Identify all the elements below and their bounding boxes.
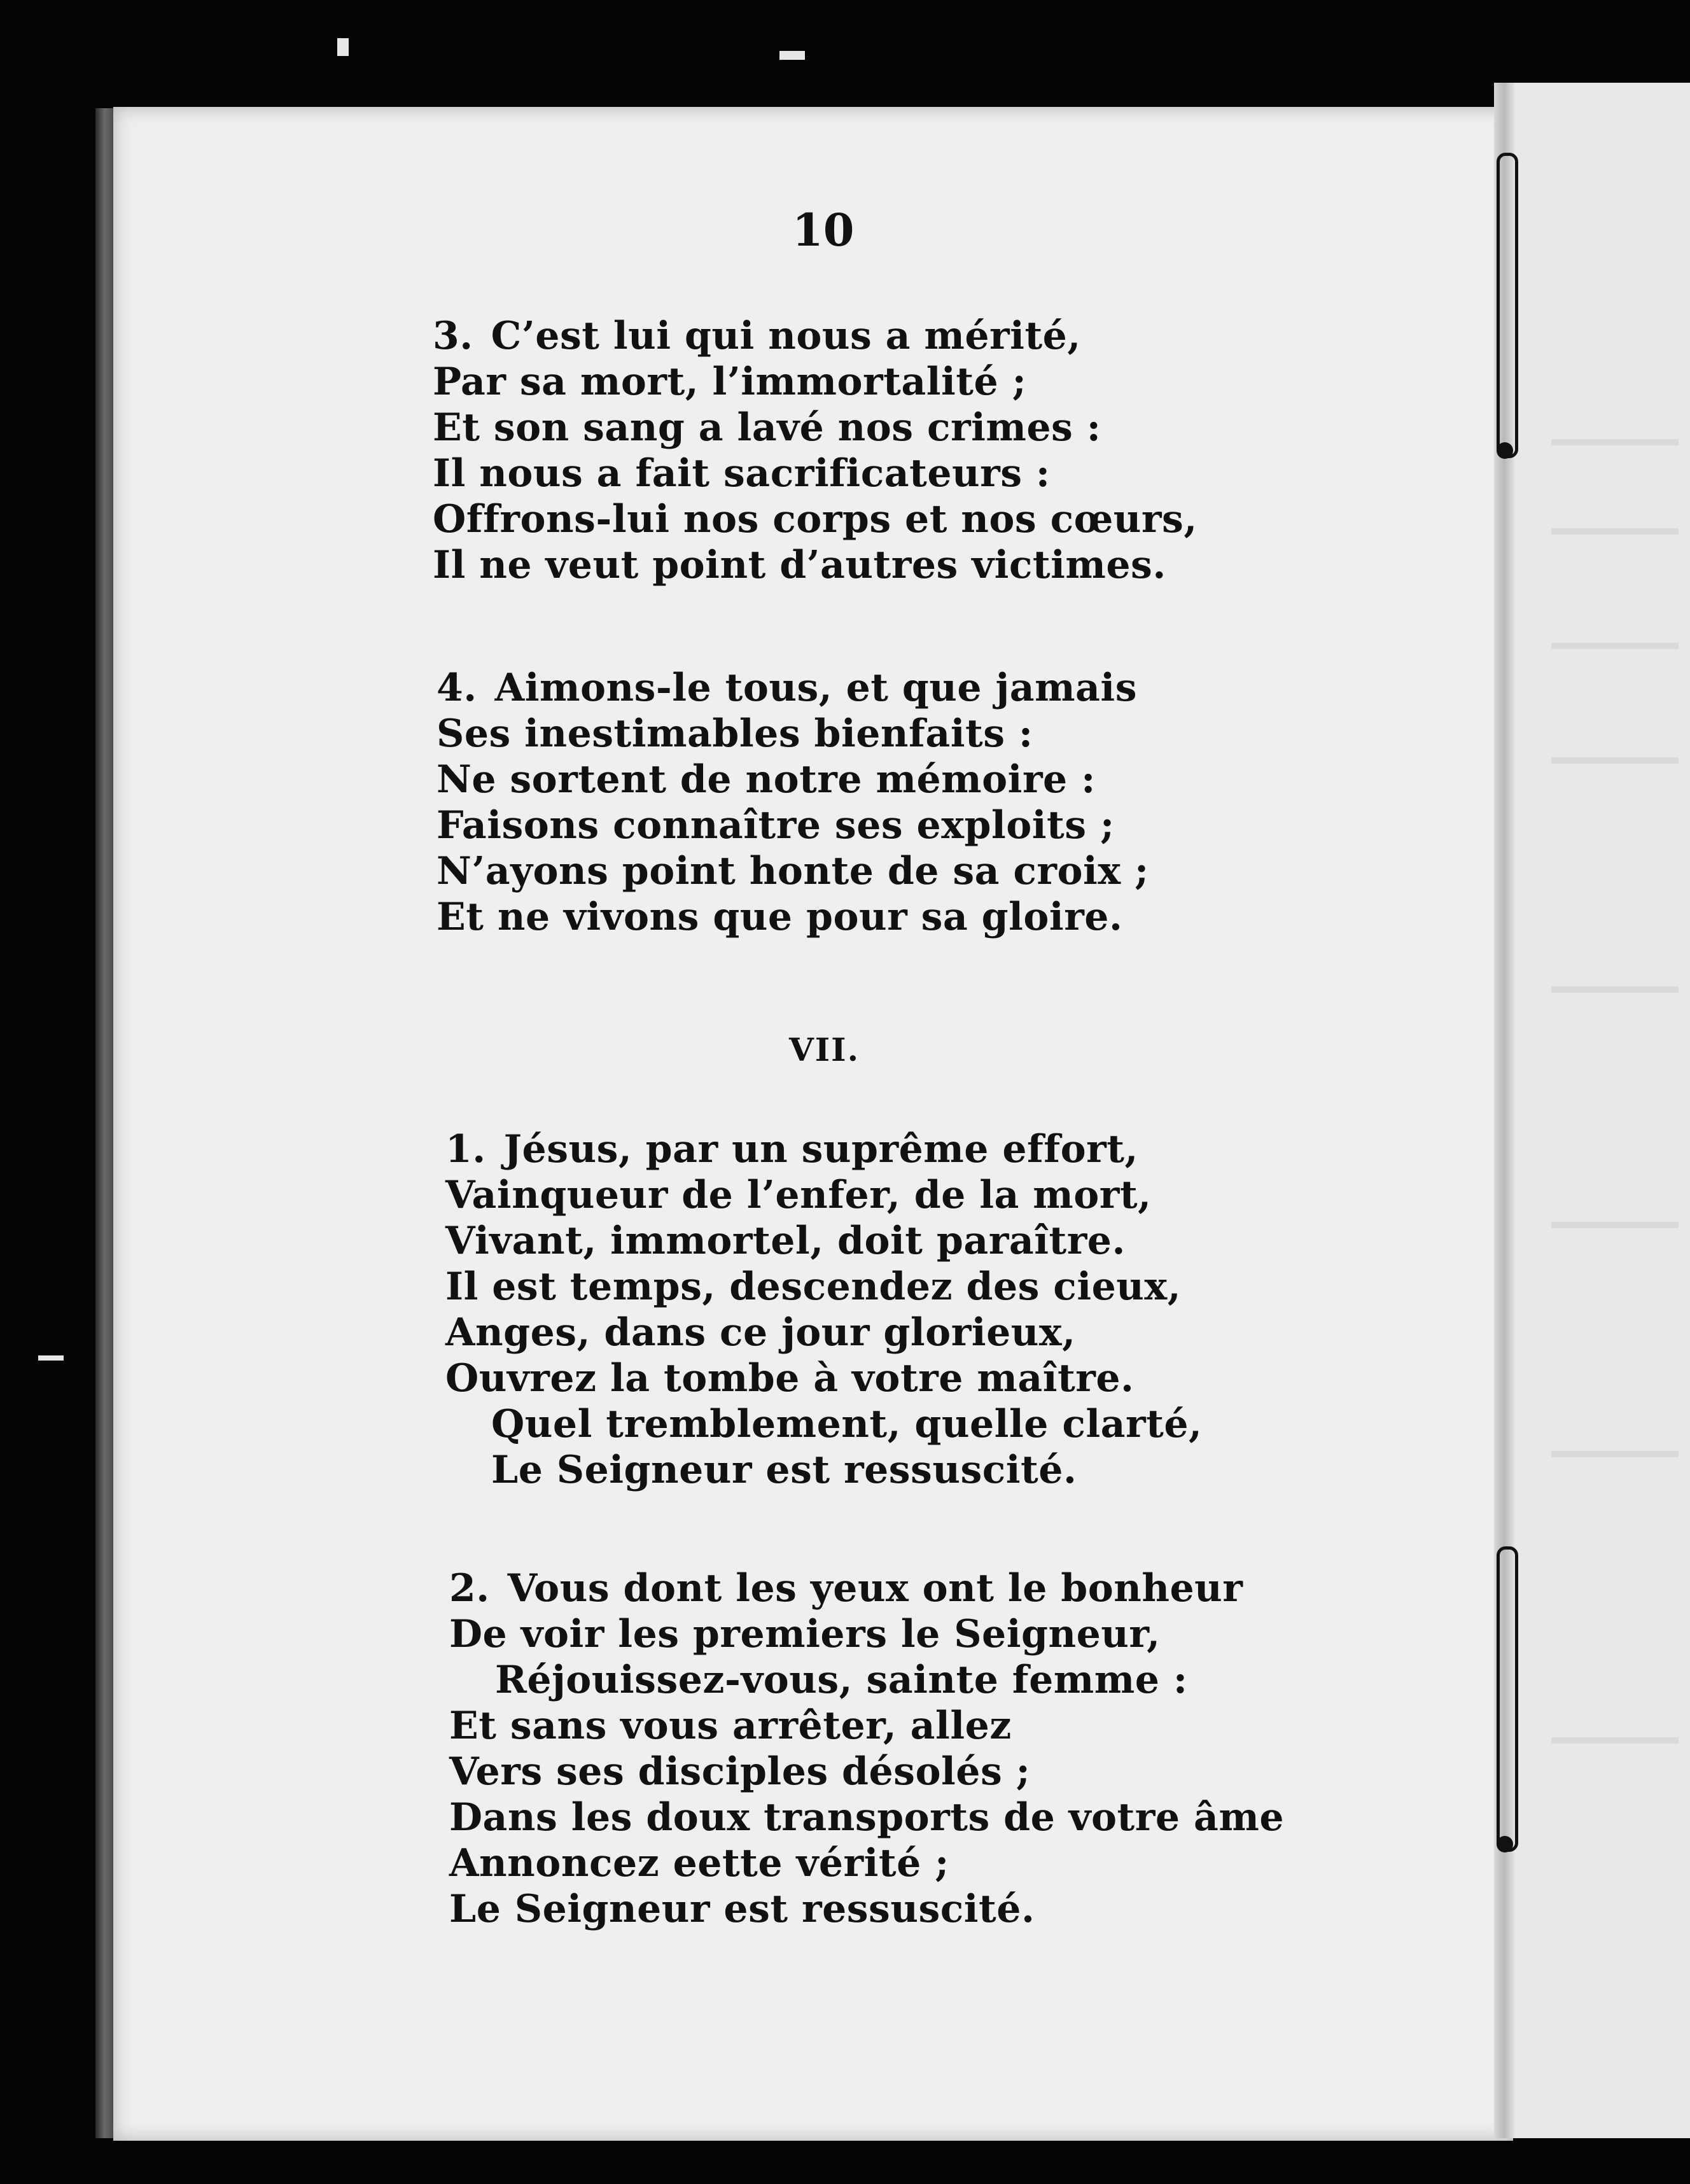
stanza-number: 4. <box>436 666 477 710</box>
section-stanza-1 <box>445 1126 1202 1493</box>
bleed-through-mark <box>1551 1451 1679 1457</box>
stanza-line-text: Aimons-le tous, et que jamais <box>494 666 1138 710</box>
stanza-line: Faisons connaître ses exploits ; <box>436 803 1115 848</box>
bleed-through-mark <box>1551 439 1679 445</box>
stanza-line-text: Jésus, par un suprême effort, <box>503 1127 1138 1172</box>
stanza-line: Anges, dans ce jour glorieux, <box>445 1310 1076 1355</box>
stanza-line: Ses inestimables bienfaits : <box>436 711 1033 756</box>
section-heading: VII. <box>789 1031 860 1068</box>
stanza-line: N’ayons point honte de sa croix ; <box>436 849 1149 893</box>
stanza-line: Et sans vous arrêter, allez <box>449 1704 1012 1748</box>
stanza-line: De voir les premiers le Seigneur, <box>449 1612 1161 1656</box>
facing-page <box>1513 83 1690 2138</box>
bleed-through-mark <box>1551 757 1679 764</box>
scan-speck <box>337 38 349 56</box>
stanza-number: 2. <box>449 1566 490 1611</box>
stanza-line: Annoncez eette vérité ; <box>449 1841 949 1886</box>
page-number: 10 <box>792 204 855 256</box>
stanza-line: Il est temps, descendez des cieux, <box>445 1264 1182 1309</box>
bleed-through-mark <box>1551 1737 1679 1744</box>
stanza-line: Vers ses disciples désolés ; <box>449 1749 1031 1794</box>
stanza-3 <box>433 313 1198 588</box>
stanza-line: Et son sang a lavé nos crimes : <box>433 405 1101 450</box>
bleed-through-mark <box>1551 1222 1679 1228</box>
binding-stitch <box>1497 153 1518 458</box>
stanza-line: Par sa mort, l’immortalité ; <box>433 360 1027 404</box>
stanza-line <box>449 1565 1284 1611</box>
section-stanza-2 <box>449 1565 1284 1932</box>
scan-speck <box>38 1355 64 1361</box>
stanza-line: Vainqueur de l’enfer, de la mort, <box>445 1173 1152 1217</box>
stanza-line: Vivant, immortel, doit paraître. <box>445 1219 1126 1263</box>
stanza-4 <box>436 665 1149 940</box>
stanza-line: Ouvrez la tombe à votre maître. <box>445 1356 1135 1401</box>
stanza-line: Quel tremblement, quelle clarté, <box>491 1402 1203 1446</box>
stanza-line: Le Seigneur est ressuscité. <box>449 1887 1035 1931</box>
stanza-line <box>445 1126 1202 1172</box>
stanza-line: Il nous a fait sacrificateurs : <box>433 451 1051 496</box>
stanza-line-text: C’est lui qui nous a mérité, <box>491 314 1081 358</box>
bleed-through-mark <box>1551 643 1679 649</box>
bleed-through-mark <box>1551 528 1679 535</box>
stanza-line: Il ne veut point d’autres victimes. <box>433 543 1166 587</box>
stanza-line: Offrons-lui nos corps et nos cœurs, <box>433 497 1198 542</box>
binding-stitch-knot <box>1497 1836 1513 1852</box>
scan-speck <box>779 51 805 60</box>
bleed-through-mark <box>1551 986 1679 993</box>
stanza-line: Ne sortent de notre mémoire : <box>436 757 1096 802</box>
binding-stitch-knot <box>1497 442 1513 459</box>
stanza-number: 1. <box>445 1127 486 1172</box>
stanza-line: Le Seigneur est ressuscité. <box>491 1448 1077 1492</box>
stanza-line: Réjouissez-vous, sainte femme : <box>495 1658 1188 1702</box>
stanza-line <box>433 313 1198 359</box>
stanza-number: 3. <box>433 314 473 358</box>
stanza-line <box>436 665 1149 711</box>
binding-stitch <box>1497 1546 1518 1852</box>
stanza-line-text: Vous dont les yeux ont le bonheur <box>507 1566 1243 1611</box>
stanza-line: Et ne vivons que pour sa gloire. <box>436 895 1123 939</box>
stanza-line: Dans les doux transports de votre âme <box>449 1795 1284 1840</box>
